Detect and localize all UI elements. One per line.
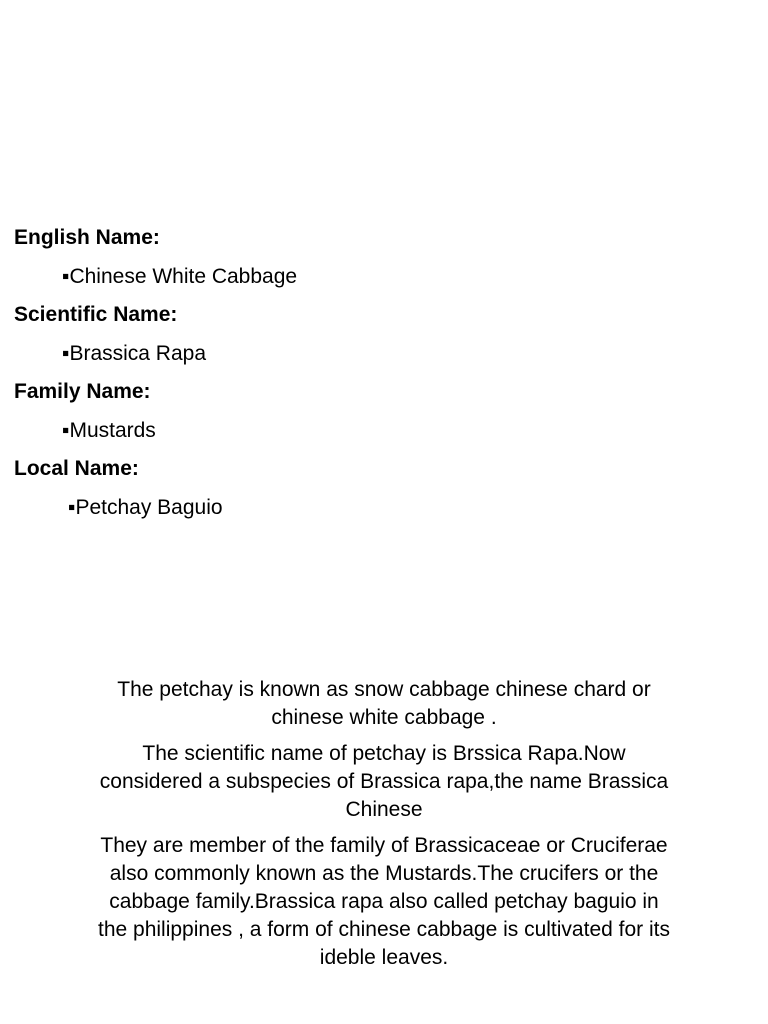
plant-facts [14, 222, 714, 530]
description [94, 676, 674, 980]
scientific-name-value: ▪Brassica Rapa [62, 341, 207, 365]
family-name-label: Family Name: [14, 380, 151, 403]
description-paragraph: The petchay is known as snow cabbage chinese chard or chinese white cabbage . [117, 678, 651, 729]
description-paragraph: The scientific name of petchay is Brssica Rapa.Now considered a subspecies of Brassica rapa,the name Brassica Chinese [99, 742, 669, 821]
local-name-value: ▪Petchay Baguio [68, 495, 223, 519]
scientific-name-label: Scientific Name: [14, 303, 178, 326]
english-name-value: ▪Chinese White Cabbage [62, 264, 298, 288]
family-name-value: ▪Mustards [62, 418, 156, 442]
description-paragraph: They are member of the family of Brassicaceae or Cruciferae also commonly known as the Mustards.The crucifers or the cabbage family.Brassica rapa also called petchay baguio in the philippines , a form of chinese cabbage is cultivated for its ideble leaves. [98, 834, 670, 969]
local-name-label: Local Name: [14, 457, 139, 480]
english-name-label: English Name: [14, 226, 160, 249]
